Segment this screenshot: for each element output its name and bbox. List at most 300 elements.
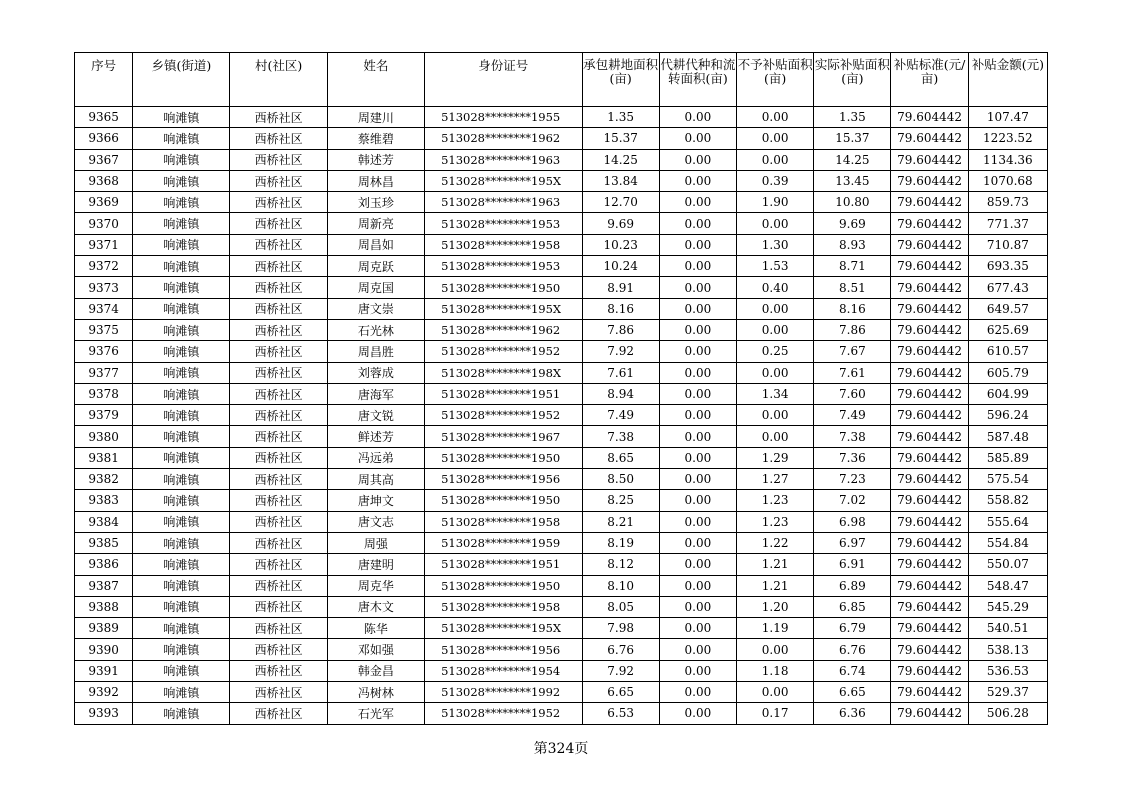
cell-township: 响滩镇 <box>133 703 230 724</box>
cell-transferred-area: 0.00 <box>659 234 736 255</box>
cell-serial-number: 9373 <box>75 277 133 298</box>
cell-village: 西桥社区 <box>230 682 327 703</box>
cell-name: 唐木文 <box>327 596 424 617</box>
cell-contracted-area: 14.25 <box>582 149 659 170</box>
cell-id-number: 513028********1956 <box>425 639 582 660</box>
cell-subsidy-amount: 558.82 <box>968 490 1047 511</box>
header-contracted-area: 承包耕地面积(亩) <box>582 53 659 107</box>
cell-township: 响滩镇 <box>133 128 230 149</box>
cell-id-number: 513028********1951 <box>425 554 582 575</box>
table-row <box>75 256 1048 277</box>
cell-id-number: 513028********1952 <box>425 341 582 362</box>
cell-contracted-area: 7.98 <box>582 618 659 639</box>
cell-village: 西桥社区 <box>230 362 327 383</box>
cell-contracted-area: 8.19 <box>582 532 659 553</box>
cell-actual-subsidized-area: 1.35 <box>814 107 891 128</box>
cell-subsidy-amount: 107.47 <box>968 107 1047 128</box>
cell-non-subsidized-area: 1.21 <box>737 575 814 596</box>
cell-name: 周克跃 <box>327 256 424 277</box>
cell-village: 西桥社区 <box>230 618 327 639</box>
cell-village: 西桥社区 <box>230 639 327 660</box>
cell-township: 响滩镇 <box>133 107 230 128</box>
cell-contracted-area: 7.92 <box>582 660 659 681</box>
cell-transferred-area: 0.00 <box>659 575 736 596</box>
cell-village: 西桥社区 <box>230 256 327 277</box>
cell-non-subsidized-area: 1.53 <box>737 256 814 277</box>
cell-contracted-area: 12.70 <box>582 192 659 213</box>
cell-subsidy-standard: 79.604442 <box>891 639 968 660</box>
cell-actual-subsidized-area: 7.49 <box>814 405 891 426</box>
cell-id-number: 513028********1956 <box>425 469 582 490</box>
cell-township: 响滩镇 <box>133 426 230 447</box>
cell-id-number: 513028********1950 <box>425 490 582 511</box>
cell-township: 响滩镇 <box>133 511 230 532</box>
cell-township: 响滩镇 <box>133 362 230 383</box>
table-row <box>75 234 1048 255</box>
cell-contracted-area: 8.10 <box>582 575 659 596</box>
cell-subsidy-amount: 506.28 <box>968 703 1047 724</box>
cell-serial-number: 9374 <box>75 298 133 319</box>
cell-transferred-area: 0.00 <box>659 511 736 532</box>
cell-transferred-area: 0.00 <box>659 341 736 362</box>
cell-township: 响滩镇 <box>133 277 230 298</box>
cell-subsidy-standard: 79.604442 <box>891 149 968 170</box>
cell-subsidy-amount: 693.35 <box>968 256 1047 277</box>
cell-id-number: 513028********1950 <box>425 575 582 596</box>
cell-name: 鲜述芳 <box>327 426 424 447</box>
cell-serial-number: 9379 <box>75 405 133 426</box>
cell-subsidy-amount: 540.51 <box>968 618 1047 639</box>
cell-township: 响滩镇 <box>133 213 230 234</box>
cell-non-subsidized-area: 0.00 <box>737 362 814 383</box>
cell-actual-subsidized-area: 8.51 <box>814 277 891 298</box>
cell-name: 韩述芳 <box>327 149 424 170</box>
cell-id-number: 513028********1967 <box>425 426 582 447</box>
cell-id-number: 513028********1952 <box>425 405 582 426</box>
cell-id-number: 513028********1958 <box>425 596 582 617</box>
cell-subsidy-amount: 1134.36 <box>968 149 1047 170</box>
cell-township: 响滩镇 <box>133 596 230 617</box>
cell-subsidy-standard: 79.604442 <box>891 362 968 383</box>
cell-transferred-area: 0.00 <box>659 149 736 170</box>
cell-non-subsidized-area: 1.20 <box>737 596 814 617</box>
cell-serial-number: 9389 <box>75 618 133 639</box>
cell-name: 冯树林 <box>327 682 424 703</box>
cell-township: 响滩镇 <box>133 660 230 681</box>
table-row <box>75 511 1048 532</box>
cell-subsidy-standard: 79.604442 <box>891 490 968 511</box>
cell-serial-number: 9385 <box>75 532 133 553</box>
cell-transferred-area: 0.00 <box>659 426 736 447</box>
cell-village: 西桥社区 <box>230 383 327 404</box>
cell-non-subsidized-area: 0.40 <box>737 277 814 298</box>
cell-contracted-area: 8.50 <box>582 469 659 490</box>
cell-subsidy-amount: 677.43 <box>968 277 1047 298</box>
cell-subsidy-standard: 79.604442 <box>891 469 968 490</box>
cell-serial-number: 9377 <box>75 362 133 383</box>
cell-village: 西桥社区 <box>230 341 327 362</box>
cell-name: 周克国 <box>327 277 424 298</box>
cell-actual-subsidized-area: 6.91 <box>814 554 891 575</box>
cell-contracted-area: 6.53 <box>582 703 659 724</box>
cell-contracted-area: 8.25 <box>582 490 659 511</box>
header-actual-subsidized-area: 实际补贴面积(亩) <box>814 53 891 107</box>
table-row <box>75 341 1048 362</box>
cell-transferred-area: 0.00 <box>659 298 736 319</box>
cell-subsidy-standard: 79.604442 <box>891 128 968 149</box>
cell-id-number: 513028********1958 <box>425 234 582 255</box>
cell-contracted-area: 8.16 <box>582 298 659 319</box>
cell-name: 周昌胜 <box>327 341 424 362</box>
cell-serial-number: 9370 <box>75 213 133 234</box>
cell-name: 陈华 <box>327 618 424 639</box>
cell-subsidy-standard: 79.604442 <box>891 192 968 213</box>
cell-id-number: 513028********195X <box>425 618 582 639</box>
cell-id-number: 513028********1959 <box>425 532 582 553</box>
cell-serial-number: 9392 <box>75 682 133 703</box>
cell-contracted-area: 9.69 <box>582 213 659 234</box>
cell-subsidy-standard: 79.604442 <box>891 256 968 277</box>
cell-non-subsidized-area: 0.00 <box>737 319 814 340</box>
cell-contracted-area: 8.94 <box>582 383 659 404</box>
cell-actual-subsidized-area: 6.85 <box>814 596 891 617</box>
cell-non-subsidized-area: 1.34 <box>737 383 814 404</box>
cell-id-number: 513028********195X <box>425 298 582 319</box>
cell-name: 唐坤文 <box>327 490 424 511</box>
cell-village: 西桥社区 <box>230 511 327 532</box>
subsidy-table <box>74 52 1048 725</box>
cell-non-subsidized-area: 0.00 <box>737 128 814 149</box>
cell-transferred-area: 0.00 <box>659 383 736 404</box>
cell-id-number: 513028********1953 <box>425 256 582 277</box>
cell-village: 西桥社区 <box>230 192 327 213</box>
cell-subsidy-amount: 771.37 <box>968 213 1047 234</box>
cell-actual-subsidized-area: 15.37 <box>814 128 891 149</box>
cell-subsidy-amount: 610.57 <box>968 341 1047 362</box>
cell-subsidy-standard: 79.604442 <box>891 107 968 128</box>
cell-serial-number: 9367 <box>75 149 133 170</box>
cell-non-subsidized-area: 0.00 <box>737 426 814 447</box>
table-row <box>75 447 1048 468</box>
cell-subsidy-amount: 1223.52 <box>968 128 1047 149</box>
cell-id-number: 513028********1950 <box>425 277 582 298</box>
table-row <box>75 682 1048 703</box>
header-transferred-area: 代耕代种和流转面积(亩) <box>659 53 736 107</box>
cell-subsidy-standard: 79.604442 <box>891 596 968 617</box>
cell-subsidy-standard: 79.604442 <box>891 554 968 575</box>
cell-name: 唐文锐 <box>327 405 424 426</box>
cell-subsidy-standard: 79.604442 <box>891 213 968 234</box>
cell-transferred-area: 0.00 <box>659 447 736 468</box>
cell-contracted-area: 8.21 <box>582 511 659 532</box>
cell-transferred-area: 0.00 <box>659 490 736 511</box>
header-name: 姓名 <box>327 53 424 107</box>
cell-non-subsidized-area: 0.00 <box>737 682 814 703</box>
cell-transferred-area: 0.00 <box>659 703 736 724</box>
cell-transferred-area: 0.00 <box>659 107 736 128</box>
cell-township: 响滩镇 <box>133 192 230 213</box>
cell-id-number: 513028********1958 <box>425 511 582 532</box>
table-row <box>75 277 1048 298</box>
cell-actual-subsidized-area: 6.98 <box>814 511 891 532</box>
cell-non-subsidized-area: 1.27 <box>737 469 814 490</box>
cell-subsidy-amount: 710.87 <box>968 234 1047 255</box>
cell-non-subsidized-area: 1.90 <box>737 192 814 213</box>
cell-contracted-area: 8.05 <box>582 596 659 617</box>
cell-contracted-area: 7.92 <box>582 341 659 362</box>
cell-actual-subsidized-area: 7.60 <box>814 383 891 404</box>
table-row <box>75 469 1048 490</box>
cell-contracted-area: 7.86 <box>582 319 659 340</box>
header-subsidy-amount: 补贴金额(元) <box>968 53 1047 107</box>
cell-name: 邓如强 <box>327 639 424 660</box>
cell-transferred-area: 0.00 <box>659 554 736 575</box>
cell-village: 西桥社区 <box>230 490 327 511</box>
cell-serial-number: 9393 <box>75 703 133 724</box>
cell-village: 西桥社区 <box>230 128 327 149</box>
cell-name: 周新亮 <box>327 213 424 234</box>
cell-subsidy-standard: 79.604442 <box>891 660 968 681</box>
cell-township: 响滩镇 <box>133 256 230 277</box>
cell-serial-number: 9382 <box>75 469 133 490</box>
cell-subsidy-amount: 529.37 <box>968 682 1047 703</box>
cell-actual-subsidized-area: 9.69 <box>814 213 891 234</box>
cell-village: 西桥社区 <box>230 596 327 617</box>
cell-township: 响滩镇 <box>133 682 230 703</box>
cell-subsidy-standard: 79.604442 <box>891 341 968 362</box>
cell-id-number: 513028********1962 <box>425 319 582 340</box>
cell-actual-subsidized-area: 10.80 <box>814 192 891 213</box>
cell-serial-number: 9390 <box>75 639 133 660</box>
cell-actual-subsidized-area: 7.67 <box>814 341 891 362</box>
cell-non-subsidized-area: 1.29 <box>737 447 814 468</box>
cell-serial-number: 9366 <box>75 128 133 149</box>
cell-transferred-area: 0.00 <box>659 469 736 490</box>
cell-serial-number: 9378 <box>75 383 133 404</box>
cell-contracted-area: 8.12 <box>582 554 659 575</box>
cell-id-number: 513028********1954 <box>425 660 582 681</box>
cell-name: 刘蓉成 <box>327 362 424 383</box>
cell-subsidy-standard: 79.604442 <box>891 234 968 255</box>
cell-id-number: 513028********1963 <box>425 192 582 213</box>
cell-subsidy-standard: 79.604442 <box>891 703 968 724</box>
cell-village: 西桥社区 <box>230 170 327 191</box>
header-row <box>75 53 1048 107</box>
cell-transferred-area: 0.00 <box>659 682 736 703</box>
table-row <box>75 703 1048 724</box>
table-row <box>75 213 1048 234</box>
cell-id-number: 513028********1962 <box>425 128 582 149</box>
cell-name: 唐文崇 <box>327 298 424 319</box>
table-row <box>75 383 1048 404</box>
cell-non-subsidized-area: 0.00 <box>737 149 814 170</box>
cell-subsidy-amount: 1070.68 <box>968 170 1047 191</box>
cell-actual-subsidized-area: 8.93 <box>814 234 891 255</box>
table-row <box>75 170 1048 191</box>
cell-township: 响滩镇 <box>133 341 230 362</box>
cell-village: 西桥社区 <box>230 703 327 724</box>
cell-id-number: 513028********195X <box>425 170 582 191</box>
cell-contracted-area: 8.91 <box>582 277 659 298</box>
cell-subsidy-standard: 79.604442 <box>891 170 968 191</box>
cell-name: 唐海军 <box>327 383 424 404</box>
table-row <box>75 426 1048 447</box>
cell-subsidy-standard: 79.604442 <box>891 575 968 596</box>
table-row <box>75 149 1048 170</box>
cell-serial-number: 9375 <box>75 319 133 340</box>
cell-name: 周克华 <box>327 575 424 596</box>
cell-transferred-area: 0.00 <box>659 170 736 191</box>
cell-transferred-area: 0.00 <box>659 596 736 617</box>
cell-subsidy-amount: 625.69 <box>968 319 1047 340</box>
cell-non-subsidized-area: 0.00 <box>737 298 814 319</box>
cell-contracted-area: 7.38 <box>582 426 659 447</box>
cell-serial-number: 9371 <box>75 234 133 255</box>
cell-serial-number: 9372 <box>75 256 133 277</box>
table-row <box>75 532 1048 553</box>
cell-serial-number: 9376 <box>75 341 133 362</box>
cell-serial-number: 9383 <box>75 490 133 511</box>
cell-contracted-area: 7.49 <box>582 405 659 426</box>
table-row <box>75 490 1048 511</box>
cell-subsidy-amount: 585.89 <box>968 447 1047 468</box>
cell-transferred-area: 0.00 <box>659 128 736 149</box>
cell-name: 石光军 <box>327 703 424 724</box>
cell-serial-number: 9384 <box>75 511 133 532</box>
cell-transferred-area: 0.00 <box>659 319 736 340</box>
cell-name: 石光林 <box>327 319 424 340</box>
cell-non-subsidized-area: 0.00 <box>737 107 814 128</box>
cell-actual-subsidized-area: 7.61 <box>814 362 891 383</box>
cell-township: 响滩镇 <box>133 618 230 639</box>
cell-id-number: 513028********198X <box>425 362 582 383</box>
cell-contracted-area: 10.23 <box>582 234 659 255</box>
cell-transferred-area: 0.00 <box>659 192 736 213</box>
cell-subsidy-standard: 79.604442 <box>891 618 968 639</box>
cell-subsidy-amount: 536.53 <box>968 660 1047 681</box>
cell-contracted-area: 8.65 <box>582 447 659 468</box>
cell-actual-subsidized-area: 7.23 <box>814 469 891 490</box>
cell-village: 西桥社区 <box>230 447 327 468</box>
cell-subsidy-standard: 79.604442 <box>891 426 968 447</box>
cell-name: 刘玉珍 <box>327 192 424 213</box>
cell-township: 响滩镇 <box>133 532 230 553</box>
cell-serial-number: 9386 <box>75 554 133 575</box>
cell-subsidy-standard: 79.604442 <box>891 319 968 340</box>
cell-subsidy-amount: 859.73 <box>968 192 1047 213</box>
cell-village: 西桥社区 <box>230 554 327 575</box>
cell-serial-number: 9381 <box>75 447 133 468</box>
cell-name: 冯远弟 <box>327 447 424 468</box>
cell-subsidy-amount: 596.24 <box>968 405 1047 426</box>
cell-township: 响滩镇 <box>133 298 230 319</box>
cell-id-number: 513028********1953 <box>425 213 582 234</box>
cell-actual-subsidized-area: 14.25 <box>814 149 891 170</box>
table-row <box>75 298 1048 319</box>
cell-transferred-area: 0.00 <box>659 213 736 234</box>
cell-subsidy-standard: 79.604442 <box>891 405 968 426</box>
cell-contracted-area: 7.61 <box>582 362 659 383</box>
cell-transferred-area: 0.00 <box>659 532 736 553</box>
cell-village: 西桥社区 <box>230 277 327 298</box>
cell-id-number: 513028********1955 <box>425 107 582 128</box>
cell-township: 响滩镇 <box>133 170 230 191</box>
cell-non-subsidized-area: 1.30 <box>737 234 814 255</box>
cell-transferred-area: 0.00 <box>659 618 736 639</box>
cell-township: 响滩镇 <box>133 490 230 511</box>
table-row <box>75 554 1048 575</box>
cell-township: 响滩镇 <box>133 383 230 404</box>
cell-township: 响滩镇 <box>133 149 230 170</box>
cell-id-number: 513028********1963 <box>425 149 582 170</box>
cell-non-subsidized-area: 0.17 <box>737 703 814 724</box>
cell-village: 西桥社区 <box>230 107 327 128</box>
cell-contracted-area: 13.84 <box>582 170 659 191</box>
cell-name: 周其高 <box>327 469 424 490</box>
header-township: 乡镇(街道) <box>133 53 230 107</box>
cell-township: 响滩镇 <box>133 469 230 490</box>
cell-contracted-area: 6.76 <box>582 639 659 660</box>
cell-non-subsidized-area: 1.23 <box>737 490 814 511</box>
cell-transferred-area: 0.00 <box>659 639 736 660</box>
cell-subsidy-standard: 79.604442 <box>891 277 968 298</box>
cell-serial-number: 9388 <box>75 596 133 617</box>
cell-subsidy-amount: 555.64 <box>968 511 1047 532</box>
cell-actual-subsidized-area: 6.89 <box>814 575 891 596</box>
cell-subsidy-amount: 575.54 <box>968 469 1047 490</box>
cell-actual-subsidized-area: 8.71 <box>814 256 891 277</box>
table-header <box>75 53 1048 107</box>
cell-serial-number: 9365 <box>75 107 133 128</box>
subsidy-table-container <box>74 52 1048 725</box>
cell-transferred-area: 0.00 <box>659 277 736 298</box>
table-row <box>75 128 1048 149</box>
cell-actual-subsidized-area: 7.38 <box>814 426 891 447</box>
cell-township: 响滩镇 <box>133 447 230 468</box>
table-row <box>75 639 1048 660</box>
table-row <box>75 107 1048 128</box>
cell-non-subsidized-area: 0.00 <box>737 405 814 426</box>
header-village: 村(社区) <box>230 53 327 107</box>
cell-village: 西桥社区 <box>230 575 327 596</box>
cell-non-subsidized-area: 1.23 <box>737 511 814 532</box>
cell-village: 西桥社区 <box>230 532 327 553</box>
table-body <box>75 107 1048 725</box>
cell-subsidy-amount: 554.84 <box>968 532 1047 553</box>
cell-transferred-area: 0.00 <box>659 256 736 277</box>
cell-serial-number: 9380 <box>75 426 133 447</box>
header-serial-number: 序号 <box>75 53 133 107</box>
cell-subsidy-amount: 604.99 <box>968 383 1047 404</box>
cell-name: 周强 <box>327 532 424 553</box>
cell-non-subsidized-area: 0.00 <box>737 213 814 234</box>
cell-transferred-area: 0.00 <box>659 362 736 383</box>
header-subsidy-standard: 补贴标准(元/亩) <box>891 53 968 107</box>
cell-subsidy-amount: 545.29 <box>968 596 1047 617</box>
cell-id-number: 513028********1992 <box>425 682 582 703</box>
cell-name: 周昌如 <box>327 234 424 255</box>
cell-serial-number: 9369 <box>75 192 133 213</box>
cell-serial-number: 9368 <box>75 170 133 191</box>
header-non-subsidized-area: 不予补贴面积(亩) <box>737 53 814 107</box>
cell-name: 周建川 <box>327 107 424 128</box>
cell-actual-subsidized-area: 8.16 <box>814 298 891 319</box>
table-row <box>75 596 1048 617</box>
cell-actual-subsidized-area: 6.65 <box>814 682 891 703</box>
cell-non-subsidized-area: 1.18 <box>737 660 814 681</box>
cell-contracted-area: 10.24 <box>582 256 659 277</box>
cell-actual-subsidized-area: 13.45 <box>814 170 891 191</box>
